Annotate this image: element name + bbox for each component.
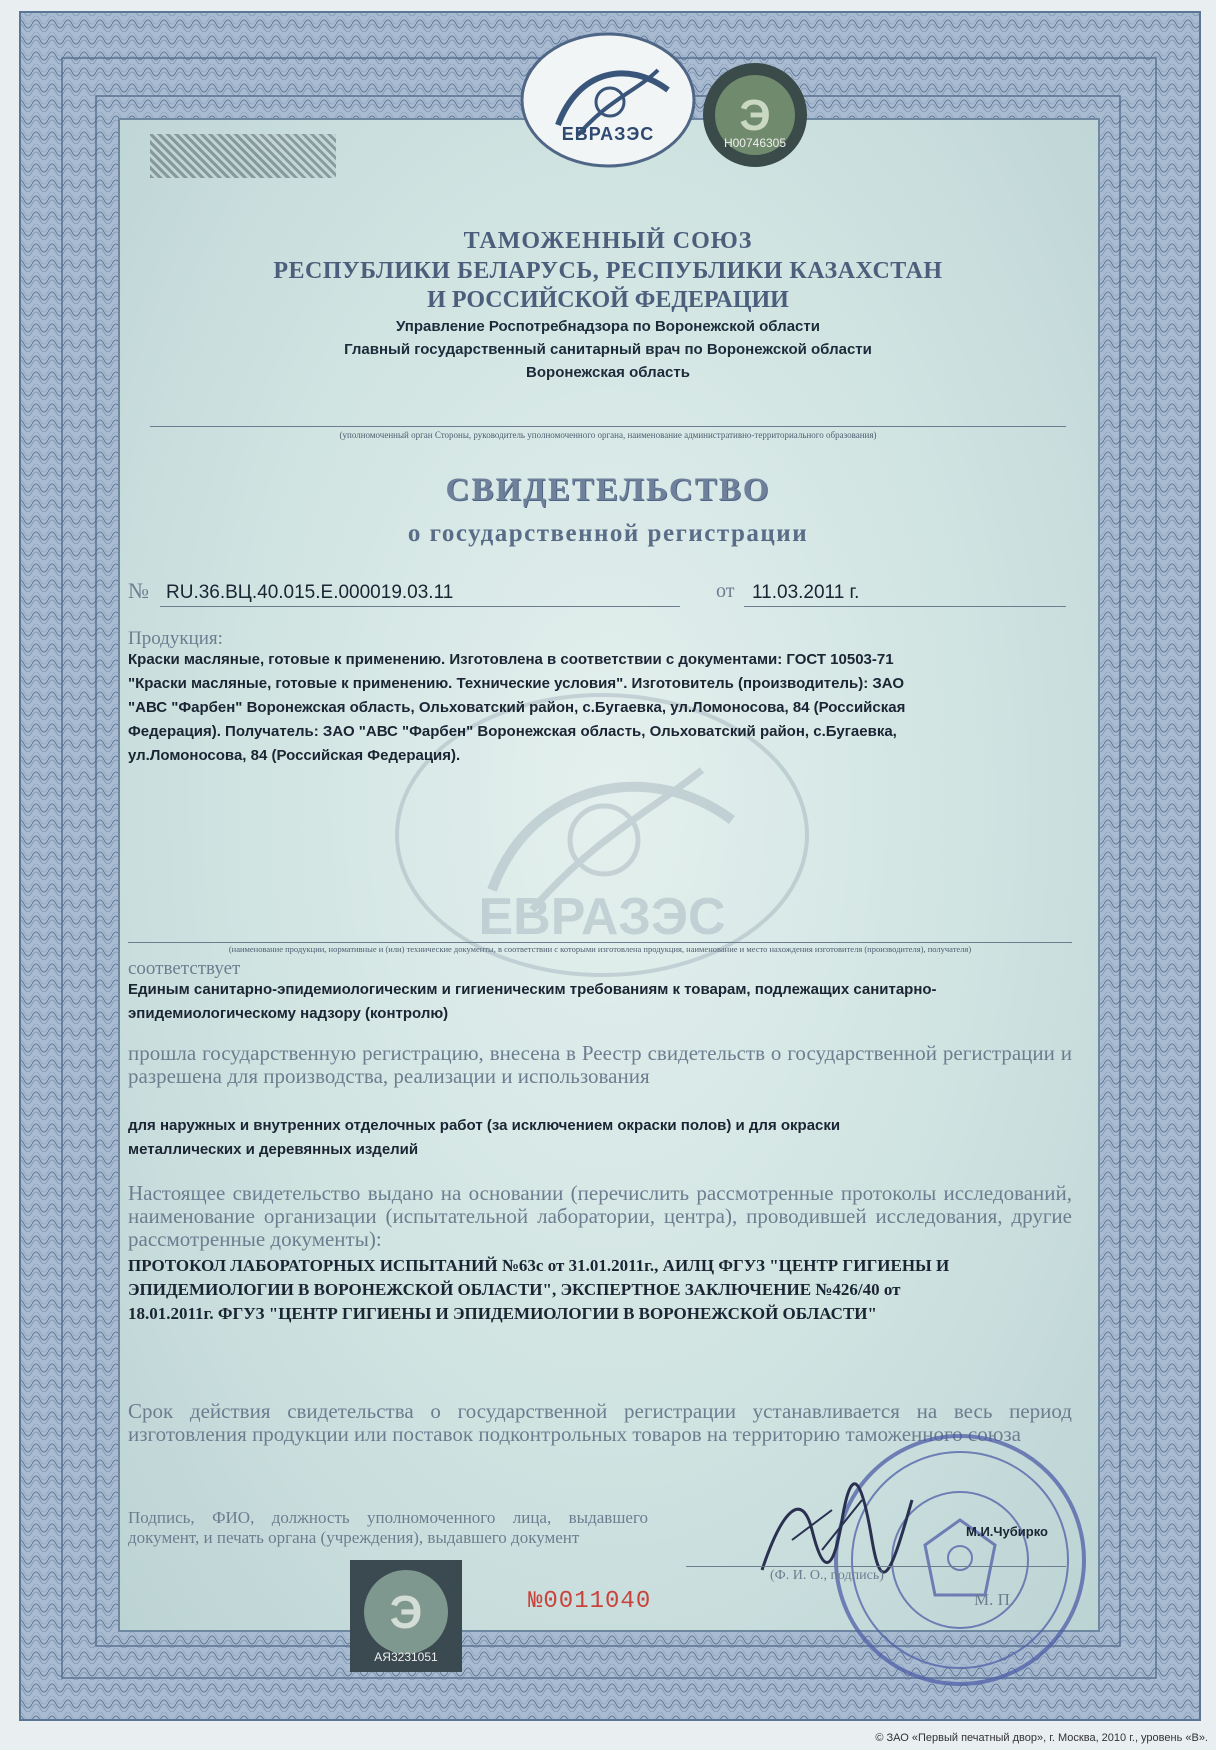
fio-caption: (Ф. И. О., подпись) <box>770 1568 884 1583</box>
purpose-line: металлических и деревянных изделий <box>128 1141 419 1158</box>
divider <box>150 426 1066 427</box>
basis-statement: Настоящее свидетельство выдано на основании (перечислить рассмотренные протоколы исследований, наименование организации (испытательной лаборатории, центра), проводившей исследования, другие рассмотренные документы): <box>128 1181 1072 1251</box>
registration-date: 11.03.2011 г. <box>752 582 860 603</box>
product-line: Федерация). Получатель: ЗАО "АВС "Фарбен" Воронежская область, Ольховатский район, с.Бугаевка, <box>128 723 897 740</box>
authority-line-1: Управление Роспотребнадзора по Воронежской области <box>396 318 820 335</box>
svg-text:Э: Э <box>389 1586 423 1638</box>
basis-line: ПРОТОКОЛ ЛАБОРАТОРНЫХ ИСПЫТАНИЙ №63с от 31.01.2011г., АИЛЦ ФГУЗ "ЦЕНТР ГИГИЕНЫ И <box>128 1256 950 1275</box>
hologram-top-code: Н00746305 <box>723 136 787 150</box>
authority-line-3: Воронежская область <box>526 364 690 381</box>
basis-line: 18.01.2011г. ФГУЗ "ЦЕНТР ГИГИЕНЫ И ЭПИДЕМИОЛОГИИ В ВОРОНЕЖСКОЙ ОБЛАСТИ" <box>128 1304 877 1323</box>
security-strip <box>150 134 336 178</box>
basis-line: ЭПИДЕМИОЛОГИИ В ВОРОНЕЖСКОЙ ОБЛАСТИ", ЭКСПЕРТНОЕ ЗАКЛЮЧЕНИЕ №426/40 от <box>128 1280 901 1299</box>
hologram-bottom-code: АЯ3231051 <box>374 1650 438 1664</box>
date-label: от <box>716 580 735 602</box>
product-underline <box>128 942 1072 943</box>
signature-label: Подпись, ФИО, должность уполномоченного лица, выдавшего документ, и печать органа (учреждения), выдавшего документ <box>128 1508 648 1547</box>
purpose-line: для наружных и внутренних отделочных работ (за исключением окраски полов) и для окраски <box>128 1117 841 1134</box>
emblem-label: ЕВРАЗЭС <box>561 124 655 144</box>
svg-text:Э: Э <box>739 91 771 140</box>
registration-statement: прошла государственную регистрацию, внесена в Реестр свидетельств о государственной регистрации и разрешена для производства, реализации и использования <box>128 1041 1072 1088</box>
product-label: Продукция: <box>128 628 223 649</box>
registration-number: RU.36.ВЦ.40.015.Е.000019.03.11 <box>166 582 454 603</box>
conformity-line: Единым санитарно-эпидемиологическим и гигиеническим требованиям к товарам, подлежащих санитарно- <box>128 981 937 998</box>
registration-purpose <box>128 1114 1072 1162</box>
conformity-text <box>128 978 1072 1026</box>
document-subtitle: о государственной регистрации <box>407 520 809 547</box>
authority-line-2: Главный государственный санитарный врач по Воронежской области <box>344 341 872 358</box>
svg-text:ЕВРАЗЭС: ЕВРАЗЭС <box>478 888 726 946</box>
product-text <box>128 648 1068 768</box>
date-underline <box>744 606 1066 607</box>
serial-number: №0011040 <box>528 1588 652 1615</box>
conformity-line: эпидемиологическому надзору (контролю) <box>128 1005 449 1022</box>
hologram-top-icon <box>700 60 810 170</box>
number-underline <box>160 606 680 607</box>
number-label: № <box>128 578 149 603</box>
product-caption: (наименование продукции, нормативные и (или) технические документы, в соответствии с которыми изготовлена продукция, наименование и место нахождения изготовителя (производителя), получателя) <box>228 944 972 954</box>
printer-imprint: © ЗАО «Первый печатный двор», г. Москва, 2010 г., уровень «В». <box>875 1732 1208 1744</box>
product-line: "АВС "Фарбен" Воронежская область, Ольховатский район, с.Бугаевка, ул.Ломоносова, 84 (Российская <box>128 699 906 716</box>
product-line: "Краски масляные, готовые к применению. Технические условия". Изготовитель (производитель): ЗАО <box>128 675 905 692</box>
signature-underline <box>686 1566 1066 1567</box>
header-line-3: И РОССИЙСКОЙ ФЕДЕРАЦИИ <box>427 287 789 313</box>
eurasec-emblem-icon <box>518 30 698 170</box>
stamp-place-label: М. П. <box>974 1590 1015 1609</box>
basis-documents <box>128 1254 1072 1326</box>
conformity-label: соответствует <box>128 958 241 979</box>
header-line-1: ТАМОЖЕННЫЙ СОЮЗ <box>463 228 753 254</box>
signatory-name: М.И.Чубирко <box>966 1524 1048 1539</box>
validity-statement: Срок действия свидетельства о государственной регистрации устанавливается на весь период изготовления продукции или поставок подконтрольных товаров на территорию таможенного союза <box>128 1399 1072 1446</box>
product-line: ул.Ломоносова, 84 (Российская Федерация). <box>128 747 461 764</box>
header-line-2: РЕСПУБЛИКИ БЕЛАРУСЬ, РЕСПУБЛИКИ КАЗАХСТАН <box>273 258 943 284</box>
document-title: СВИДЕТЕЛЬСТВО <box>445 472 771 508</box>
authority-caption: (уполномоченный орган Стороны, руководитель уполномоченного органа, наименование административно-территориального образования) <box>339 430 877 440</box>
product-line: Краски масляные, готовые к применению. Изготовлена в соответствии с документами: ГОСТ 10503-71 <box>128 651 894 668</box>
